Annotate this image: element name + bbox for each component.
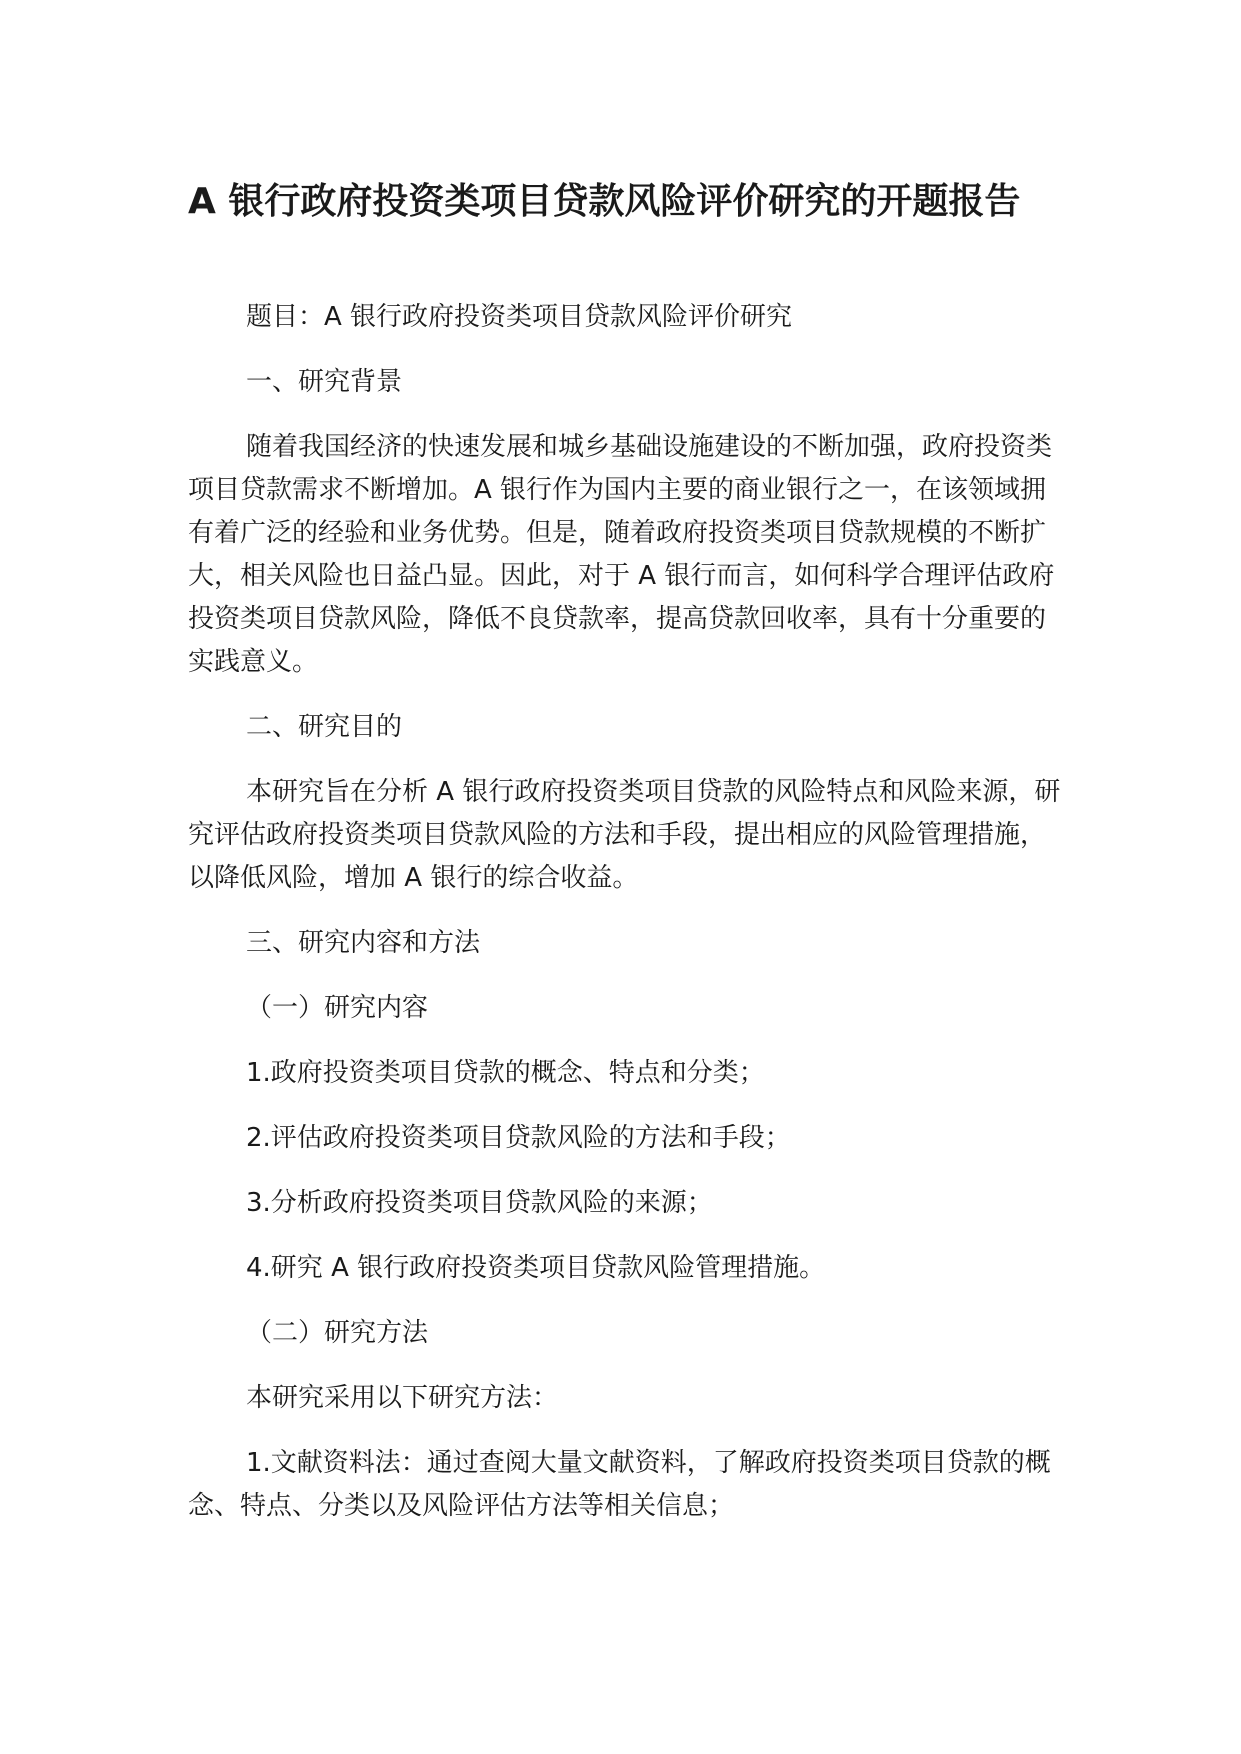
heading-research-purpose: 二、研究目的 (246, 712, 403, 742)
list-item-content-1: 1.政府投资类项目贷款的概念、特点和分类； (246, 1058, 765, 1088)
paragraph-methods-intro: 本研究采用以下研究方法： (246, 1383, 559, 1413)
subheading-research-content: （一）研究内容 (246, 993, 429, 1023)
document-body (188, 296, 1063, 1528)
list-item-content-2: 2.评估政府投资类项目贷款风险的方法和手段； (246, 1123, 791, 1153)
heading-content-and-methods: 三、研究内容和方法 (246, 928, 481, 958)
document-title: A 银行政府投资类项目贷款风险评价研究的开题报告 (188, 181, 1021, 222)
list-item-content-3: 3.分析政府投资类项目贷款风险的来源； (246, 1188, 713, 1218)
list-item-content-4: 4.研究 A 银行政府投资类项目贷款风险管理措施。 (246, 1253, 826, 1283)
list-item-method-1: 1.文献资料法：通过查阅大量文献资料，了解政府投资类项目贷款的概念、特点、分类以及风险评估方法等相关信息； (188, 1448, 1051, 1521)
paragraph-background: 随着我国经济的快速发展和城乡基础设施建设的不断加强，政府投资类项目贷款需求不断增加。A 银行作为国内主要的商业银行之一，在该领域拥有着广泛的经验和业务优势。但是，随着政府投资类项目贷款规模的不断扩大，相关风险也日益凸显。因此，对于 A 银行而言，如何科学合理评估政府投资类项目贷款风险，降低不良贷款率，提高贷款回收率，具有十分重要的实践意义。 (188, 432, 1055, 677)
paragraph-purpose: 本研究旨在分析 A 银行政府投资类项目贷款的风险特点和风险来源，研究评估政府投资类项目贷款风险的方法和手段，提出相应的风险管理措施，以降低风险，增加 A 银行的综合收益。 (188, 777, 1061, 893)
heading-research-background: 一、研究背景 (246, 367, 403, 397)
subheading-research-methods: （二）研究方法 (246, 1318, 429, 1348)
paragraph-topic: 题目：A 银行政府投资类项目贷款风险评价研究 (246, 302, 793, 332)
